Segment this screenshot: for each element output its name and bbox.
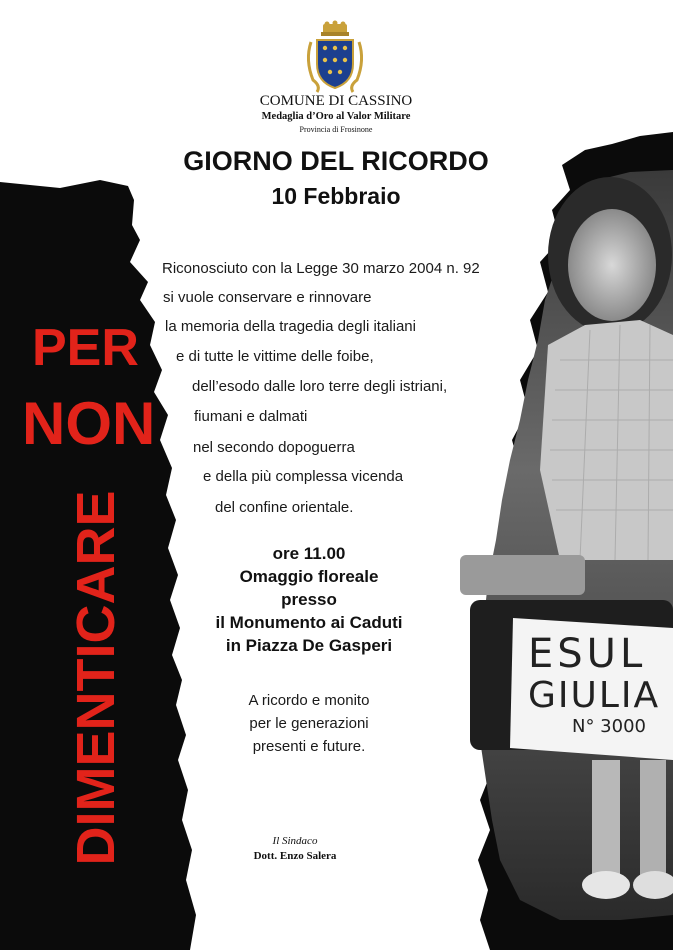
- child-leg-right: [640, 760, 666, 880]
- signature-name: Dott. Enzo Salera: [253, 850, 337, 862]
- closing-line-2: per le generazioni: [249, 715, 369, 732]
- closing-line-3: presenti e future.: [252, 738, 366, 755]
- page-title: GIORNO DEL RICORDO: [183, 146, 489, 176]
- body-line-5: dell’esodo dalle loro terre degli istriani,: [192, 378, 448, 395]
- bundle: [460, 555, 585, 595]
- body-line-7: nel secondo dopoguerra: [193, 439, 355, 456]
- sign-line-1: ESUL: [528, 631, 647, 677]
- child-leg-left: [592, 760, 620, 880]
- event-line-2: presso: [281, 590, 337, 609]
- signature-role: Il Sindaco: [272, 835, 318, 847]
- event-time: ore 11.00: [272, 544, 346, 563]
- sign-text: [528, 632, 673, 738]
- body-line-9: del confine orientale.: [215, 499, 354, 516]
- municipality-name: COMUNE DI CASSINO: [259, 93, 413, 109]
- child-shoe-left: [582, 871, 630, 899]
- body-line-6: fiumani e dalmati: [194, 408, 308, 425]
- event-line-3: il Monumento ai Caduti: [215, 613, 403, 632]
- child-dress: [540, 320, 673, 560]
- sign-line-2: GIULIA: [528, 675, 661, 716]
- slogan-per: PER: [32, 319, 139, 377]
- medal-subtitle: Medaglia d’Oro al Valor Militare: [261, 111, 411, 122]
- closing-line-1: A ricordo e monito: [248, 692, 370, 709]
- body-line-8: e della più complessa vicenda: [203, 468, 404, 485]
- body-line-2: si vuole conservare e rinnovare: [163, 289, 372, 306]
- slogan-dimenticare: DIMENTICARE: [66, 490, 126, 866]
- coat-of-arms-icon: [303, 20, 367, 94]
- province-label: Provincia di Frosinone: [299, 125, 373, 134]
- child-face: [568, 209, 656, 321]
- slogan-non: NON: [22, 390, 156, 457]
- body-line-3: la memoria della tragedia degli italiani: [165, 318, 416, 335]
- event-line-1: Omaggio floreale: [239, 567, 379, 586]
- sign-number: N° 3000: [572, 716, 646, 737]
- body-line-4: e di tutte le vittime delle foibe,: [176, 348, 374, 365]
- page-date: 10 Febbraio: [271, 183, 401, 209]
- body-line-1: Riconosciuto con la Legge 30 marzo 2004 n. 92: [162, 260, 480, 277]
- event-line-4: in Piazza De Gasperi: [225, 636, 393, 655]
